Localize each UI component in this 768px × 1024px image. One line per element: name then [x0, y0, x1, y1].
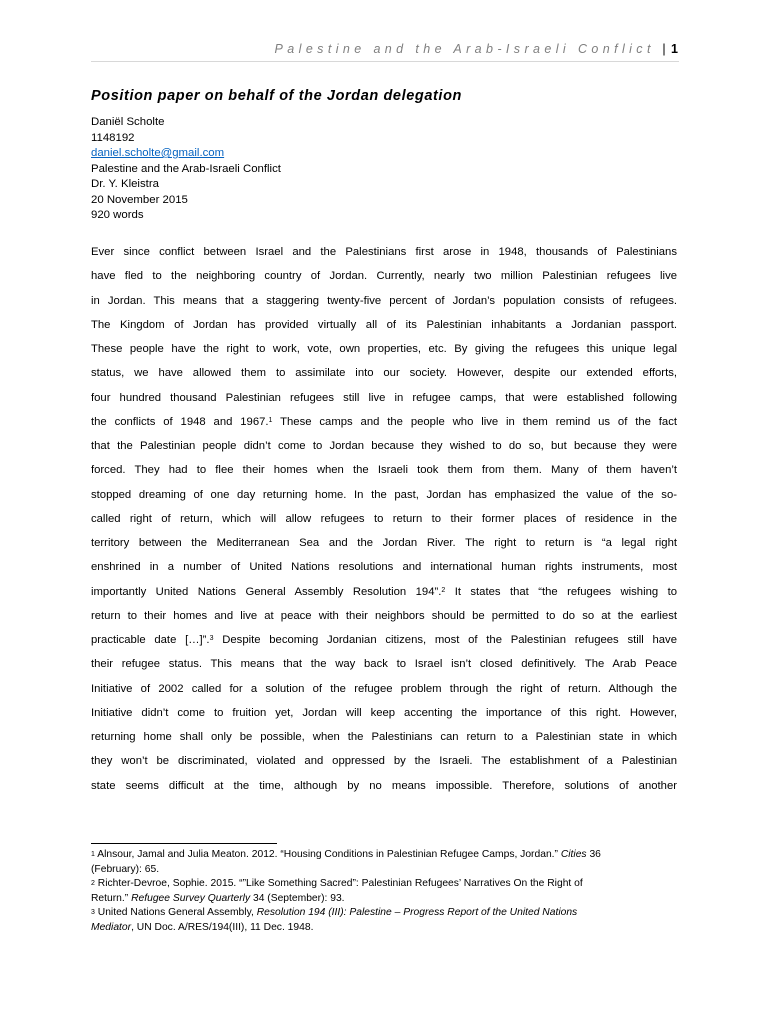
header-separator: |	[662, 42, 666, 56]
body-line-text: importantly United Nations General Assembly Resolution 194”.	[91, 585, 442, 598]
footnote-text: Cities	[560, 849, 587, 860]
body-line: These people have the right to work, vote, own properties, etc. By giving the refugees this unique legal	[91, 343, 677, 355]
email-link[interactable]: daniel.scholte@gmail.com	[91, 147, 225, 159]
body-line: Initiative of 2002 called for a solution of the refugee problem through the right of return. Although the	[91, 682, 677, 695]
footnote-2	[91, 877, 677, 892]
footnote-mark: 3	[91, 909, 95, 917]
body-line: Ever since conflict between Israel and the Palestinians first arose in 1948, thousands of Palestinians	[91, 246, 677, 258]
footnote-text: Resolution 194 (III): Palestine – Progress Report of the United Nations	[256, 907, 578, 919]
body-line-text: Despite becoming Jordanian citizens, most of the Palestinian refugees still have	[213, 634, 677, 646]
footnote-text: Refugee Survey Quarterly	[131, 892, 251, 904]
body-paragraph	[91, 240, 677, 798]
paper-title: Position paper on behalf of the Jordan delegation	[91, 88, 462, 104]
footnote-1	[91, 848, 677, 863]
body-line: have fled to the neighboring country of Jordan. Currently, nearly two million Palestinian refugees live	[91, 270, 677, 283]
page-number: 1	[671, 42, 678, 56]
footnote-mark: 1	[91, 851, 95, 858]
body-line: in Jordan. This means that a staggering twenty-five percent of Jordan’s population consists of refugees.	[91, 294, 677, 307]
running-title: Palestine and the Arab-Israeli Conflict	[274, 42, 655, 56]
footnote-3	[91, 906, 677, 921]
body-line: stopped dreaming of one day returning home. In the past, Jordan has emphasized the value of the so-	[91, 488, 677, 501]
body-line: state seems difficult at the time, although by no means impossible. Therefore, solutions of another	[91, 779, 677, 792]
course-name: Palestine and the Arab-Israeli Conflict	[91, 162, 281, 175]
footnote-text: United Nations General Assembly,	[94, 907, 257, 919]
footnote-rule	[91, 843, 277, 844]
footnote-text: 34 (September): 93.	[250, 892, 345, 904]
student-number: 1148192	[91, 131, 135, 144]
footnote-text: Alnsour, Jamal and Julia Meaton. 2012. “Housing Conditions in Palestinian Refugee Camps, Jordan.”	[94, 849, 561, 860]
body-line: enshrined in a number of United Nations resolutions and international human rights instruments, most	[91, 561, 677, 574]
footnote-2-cont	[91, 892, 677, 907]
body-line: status, we have allowed them to assimilate into our society. However, despite our extended efforts,	[91, 367, 677, 380]
word-count: 920 words	[91, 209, 144, 221]
instructor-name: Dr. Y. Kleistra	[91, 178, 159, 190]
footnote-3-cont	[91, 921, 677, 936]
body-line: that the Palestinian people didn’t come to Jordan because they wished to do so, but because they were	[91, 440, 677, 452]
author-block	[91, 115, 281, 224]
body-line	[91, 580, 677, 604]
body-line: four hundred thousand Palestinian refugees still live in refugee camps, that were established following	[91, 391, 677, 404]
header-rule	[91, 61, 679, 62]
body-line-text: practicable date […]”.	[91, 634, 210, 646]
footnote-ref[interactable]: 3	[209, 635, 214, 642]
footnote-ref[interactable]: 2	[441, 586, 446, 594]
body-line: called right of return, which will allow refugees to return to their former places of residence in the	[91, 512, 677, 525]
body-line: their refugee status. This means that the way back to Israel isn’t closed definitively. The Arab Peace	[91, 658, 677, 671]
body-line: they won’t be discriminated, violated and oppressed by the Israeli. The establishment of a Palestinian	[91, 755, 677, 768]
body-line: forced. They had to flee their homes when the Israeli took them from them. Many of them haven’t	[91, 464, 677, 477]
footnote-1-cont: (February): 65.	[91, 863, 160, 875]
body-line-text: These camps and the people who live in them remind us of the fact	[272, 415, 677, 428]
footnote-ref[interactable]: 1	[268, 416, 273, 424]
paper-date: 20 November 2015	[91, 193, 188, 206]
running-header	[91, 42, 678, 56]
footnote-mark: 2	[91, 880, 95, 888]
body-line-text: It states that “the refugees wishing to	[445, 585, 677, 598]
footnotes	[91, 848, 677, 936]
footnote-text: 36	[586, 849, 601, 860]
body-line: Initiative didn’t come to fruition yet, Jordan will keep accenting the importance of this right. However,	[91, 706, 677, 719]
body-line: returning home shall only be possible, when the Palestinians can return to a Palestinian state in which	[91, 731, 677, 743]
body-line: return to their homes and live at peace with their neighbors should be permitted to do so at the earliest	[91, 609, 677, 622]
footnote-text: Mediator	[91, 921, 132, 933]
body-line: The Kingdom of Jordan has provided virtually all of its Palestinian inhabitants a Jordanian passport.	[91, 318, 677, 331]
footnote-text: , UN Doc. A/RES/194(III), 11 Dec. 1948.	[131, 921, 314, 933]
body-line	[91, 628, 677, 652]
footnote-text: Richter-Devroe, Sophie. 2015. “”Like Something Sacred”: Palestinian Refugees’ Narratives On the Right of	[94, 878, 583, 890]
body-line	[91, 410, 677, 434]
body-line-text: the conflicts of 1948 and 1967.	[91, 415, 269, 428]
footnote-text: Return.”	[91, 892, 132, 904]
body-line: territory between the Mediterranean Sea and the Jordan River. The right to return is “a legal right	[91, 537, 677, 549]
author-name: Daniël Scholte	[91, 116, 165, 128]
